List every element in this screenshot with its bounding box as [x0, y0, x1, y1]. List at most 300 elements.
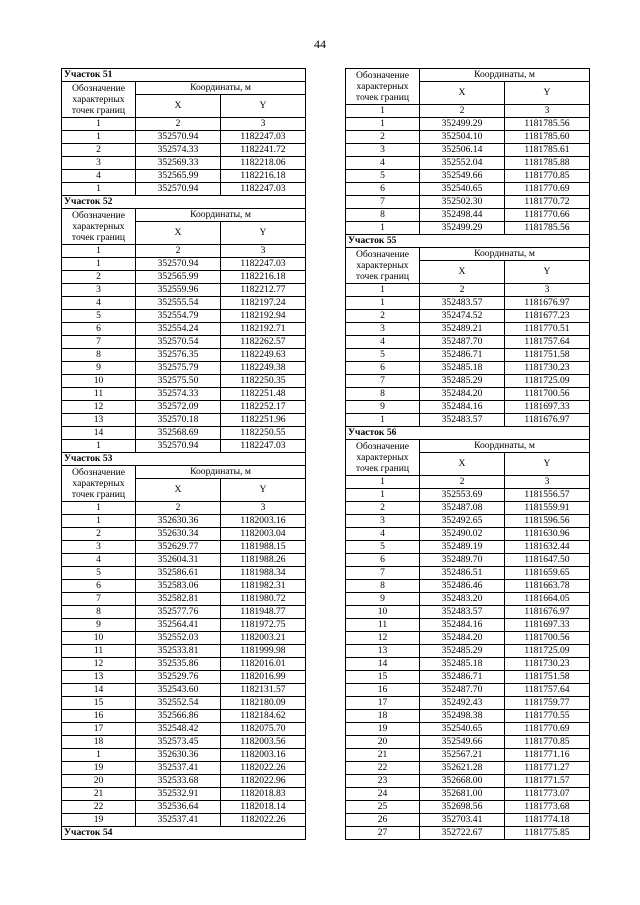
- y-coordinate-cell: 1182252.17: [221, 401, 306, 414]
- point-number-cell: 19: [346, 723, 420, 736]
- table-row: [346, 414, 590, 427]
- table-row: [346, 401, 590, 414]
- table-row: [62, 658, 306, 671]
- y-coordinate-cell: 1181785.56: [505, 118, 590, 131]
- table-row: [62, 349, 306, 362]
- designation-header: Обозначение характерных точек границ: [62, 82, 136, 118]
- table-row: [346, 801, 590, 814]
- point-number-cell: 2: [62, 271, 136, 284]
- point-number-cell: 5: [346, 349, 420, 362]
- point-number-cell: 1: [62, 131, 136, 144]
- x-coordinate-cell: 352552.03: [136, 632, 221, 645]
- table-row: [346, 375, 590, 388]
- point-number-cell: 3: [62, 157, 136, 170]
- y-coordinate-cell: 1181697.33: [505, 619, 590, 632]
- x-coordinate-cell: 352549.66: [420, 736, 505, 749]
- y-coordinate-cell: 1181775.85: [505, 827, 590, 840]
- right-coordinates-table: [345, 68, 590, 840]
- x-coordinate-cell: 352535.86: [136, 658, 221, 671]
- x-coordinate-cell: 352566.86: [136, 710, 221, 723]
- y-coordinate-cell: 1181770.55: [505, 710, 590, 723]
- table-row: [346, 336, 590, 349]
- section-title: Участок 51: [62, 69, 306, 82]
- x-coordinate-cell: 352553.69: [420, 489, 505, 502]
- point-number-cell: 26: [346, 814, 420, 827]
- table-row: [346, 183, 590, 196]
- column-number: 2: [136, 245, 221, 258]
- y-coordinate-cell: 1181751.58: [505, 671, 590, 684]
- header-row: [62, 209, 306, 222]
- designation-header: Обозначение характерных точек границ: [346, 248, 420, 284]
- point-number-cell: 8: [346, 209, 420, 222]
- column-number: 1: [62, 118, 136, 131]
- point-number-cell: 12: [62, 401, 136, 414]
- y-coordinate-cell: 1181676.97: [505, 297, 590, 310]
- y-coordinate-cell: 1181999.98: [221, 645, 306, 658]
- y-coordinate-cell: 1181770.85: [505, 736, 590, 749]
- point-number-cell: 20: [346, 736, 420, 749]
- x-coordinate-cell: 352565.99: [136, 170, 221, 183]
- table-row: [346, 502, 590, 515]
- y-coordinate-cell: 1181770.69: [505, 183, 590, 196]
- table-row: [62, 131, 306, 144]
- table-row: [62, 749, 306, 762]
- table-row: [62, 632, 306, 645]
- header-row: [62, 82, 306, 95]
- left-column: [61, 68, 305, 840]
- x-coordinate-cell: 352554.79: [136, 310, 221, 323]
- x-coordinate-cell: 352576.35: [136, 349, 221, 362]
- y-coordinate-cell: 1181988.15: [221, 541, 306, 554]
- y-coordinate-cell: 1182016.99: [221, 671, 306, 684]
- table-row: [62, 375, 306, 388]
- y-coordinate-cell: 1182131.57: [221, 684, 306, 697]
- table-row: [346, 827, 590, 840]
- x-coordinate-cell: 352572.09: [136, 401, 221, 414]
- y-coordinate-cell: 1182018.83: [221, 788, 306, 801]
- point-number-cell: 1: [346, 489, 420, 502]
- y-coordinate-cell: 1181771.27: [505, 762, 590, 775]
- table-row: [346, 814, 590, 827]
- y-coordinate-cell: 1181559.91: [505, 502, 590, 515]
- point-number-cell: 18: [62, 736, 136, 749]
- x-coordinate-cell: 352483.57: [420, 414, 505, 427]
- column-number: 2: [136, 502, 221, 515]
- x-coordinate-cell: 352485.18: [420, 658, 505, 671]
- y-coordinate-cell: 1182250.55: [221, 427, 306, 440]
- table-row: [62, 762, 306, 775]
- point-number-cell: 7: [346, 375, 420, 388]
- x-coordinate-cell: 352499.29: [420, 222, 505, 235]
- x-header: X: [420, 82, 505, 105]
- y-coordinate-cell: 1182251.48: [221, 388, 306, 401]
- y-coordinate-cell: 1181730.23: [505, 362, 590, 375]
- table-row: [346, 118, 590, 131]
- x-coordinate-cell: 352582.81: [136, 593, 221, 606]
- table-row: [346, 131, 590, 144]
- table-row: [346, 723, 590, 736]
- point-number-cell: 1: [346, 414, 420, 427]
- x-coordinate-cell: 352484.16: [420, 619, 505, 632]
- point-number-cell: 3: [346, 515, 420, 528]
- table-row: [346, 736, 590, 749]
- designation-header: Обозначение характерных точек границ: [346, 440, 420, 476]
- x-coordinate-cell: 352486.46: [420, 580, 505, 593]
- x-coordinate-cell: 352536.64: [136, 801, 221, 814]
- x-coordinate-cell: 352574.33: [136, 388, 221, 401]
- y-coordinate-cell: 1182212.77: [221, 284, 306, 297]
- point-number-cell: 1: [346, 222, 420, 235]
- point-number-cell: 3: [62, 284, 136, 297]
- table-row: [346, 222, 590, 235]
- x-coordinate-cell: 352698.56: [420, 801, 505, 814]
- point-number-cell: 1: [62, 749, 136, 762]
- table-row: [62, 297, 306, 310]
- y-coordinate-cell: 1181751.58: [505, 349, 590, 362]
- table-row: [346, 775, 590, 788]
- point-number-cell: 20: [62, 775, 136, 788]
- header-row: [346, 440, 590, 453]
- y-coordinate-cell: 1182197.24: [221, 297, 306, 310]
- page-number: 44: [314, 37, 326, 51]
- y-coordinate-cell: 1182262.57: [221, 336, 306, 349]
- table-row: [346, 606, 590, 619]
- y-coordinate-cell: 1181556.57: [505, 489, 590, 502]
- y-coordinate-cell: 1181663.78: [505, 580, 590, 593]
- point-number-cell: 13: [62, 671, 136, 684]
- section-title: Участок 53: [62, 453, 306, 466]
- x-coordinate-cell: 352577.76: [136, 606, 221, 619]
- section-title-row: [62, 453, 306, 466]
- x-coordinate-cell: 352532.91: [136, 788, 221, 801]
- x-coordinate-cell: 352485.29: [420, 645, 505, 658]
- column-number: 3: [505, 284, 590, 297]
- y-coordinate-cell: 1181757.64: [505, 684, 590, 697]
- x-coordinate-cell: 352489.21: [420, 323, 505, 336]
- table-row: [62, 336, 306, 349]
- y-coordinate-cell: 1181771.57: [505, 775, 590, 788]
- point-number-cell: 2: [62, 144, 136, 157]
- y-coordinate-cell: 1181596.56: [505, 515, 590, 528]
- y-coordinate-cell: 1181647.50: [505, 554, 590, 567]
- y-coordinate-cell: 1182192.94: [221, 310, 306, 323]
- y-coordinate-cell: 1182241.72: [221, 144, 306, 157]
- x-coordinate-cell: 352498.44: [420, 209, 505, 222]
- y-header: Y: [505, 453, 590, 476]
- x-coordinate-cell: 352506.14: [420, 144, 505, 157]
- x-coordinate-cell: 352570.94: [136, 440, 221, 453]
- column-number-row: [346, 105, 590, 118]
- y-coordinate-cell: 1181988.34: [221, 567, 306, 580]
- y-coordinate-cell: 1181659.65: [505, 567, 590, 580]
- point-number-cell: 3: [62, 541, 136, 554]
- point-number-cell: 7: [346, 196, 420, 209]
- point-number-cell: 24: [346, 788, 420, 801]
- section-title-row: [346, 427, 590, 440]
- point-number-cell: 6: [346, 362, 420, 375]
- point-number-cell: 21: [62, 788, 136, 801]
- table-row: [62, 775, 306, 788]
- x-coordinate-cell: 352604.31: [136, 554, 221, 567]
- table-row: [62, 723, 306, 736]
- table-row: [346, 580, 590, 593]
- y-coordinate-cell: 1182247.03: [221, 258, 306, 271]
- table-row: [62, 388, 306, 401]
- x-coordinate-cell: 352548.42: [136, 723, 221, 736]
- table-row: [62, 710, 306, 723]
- y-coordinate-cell: 1181771.16: [505, 749, 590, 762]
- column-number: 2: [420, 105, 505, 118]
- x-coordinate-cell: 352722.67: [420, 827, 505, 840]
- x-coordinate-cell: 352621.28: [420, 762, 505, 775]
- point-number-cell: 8: [346, 580, 420, 593]
- y-coordinate-cell: 1182247.03: [221, 131, 306, 144]
- point-number-cell: 11: [62, 388, 136, 401]
- x-coordinate-cell: 352484.20: [420, 632, 505, 645]
- column-number: 2: [420, 476, 505, 489]
- x-coordinate-cell: 352629.77: [136, 541, 221, 554]
- x-coordinate-cell: 352575.50: [136, 375, 221, 388]
- table-row: [346, 658, 590, 671]
- coordinates-header: Координаты, м: [136, 82, 306, 95]
- y-coordinate-cell: 1182180.09: [221, 697, 306, 710]
- column-number-row: [62, 502, 306, 515]
- y-coordinate-cell: 1182016.01: [221, 658, 306, 671]
- table-row: [346, 554, 590, 567]
- section-title-row: [346, 235, 590, 248]
- point-number-cell: 21: [346, 749, 420, 762]
- x-coordinate-cell: 352630.36: [136, 515, 221, 528]
- x-coordinate-cell: 352564.41: [136, 619, 221, 632]
- y-coordinate-cell: 1181774.18: [505, 814, 590, 827]
- column-number: 3: [221, 118, 306, 131]
- x-coordinate-cell: 352483.57: [420, 297, 505, 310]
- x-coordinate-cell: 352487.70: [420, 336, 505, 349]
- x-header: X: [420, 261, 505, 284]
- y-coordinate-cell: 1181785.60: [505, 131, 590, 144]
- y-coordinate-cell: 1181773.68: [505, 801, 590, 814]
- y-coordinate-cell: 1181676.97: [505, 606, 590, 619]
- point-number-cell: 1: [346, 118, 420, 131]
- table-row: [346, 209, 590, 222]
- point-number-cell: 13: [346, 645, 420, 658]
- point-number-cell: 4: [62, 554, 136, 567]
- x-coordinate-cell: 352529.76: [136, 671, 221, 684]
- y-coordinate-cell: 1181632.44: [505, 541, 590, 554]
- point-number-cell: 1: [62, 440, 136, 453]
- point-number-cell: 3: [346, 323, 420, 336]
- column-number: 1: [346, 476, 420, 489]
- x-coordinate-cell: 352559.96: [136, 284, 221, 297]
- table-row: [346, 323, 590, 336]
- table-row: [62, 593, 306, 606]
- y-coordinate-cell: 1181785.88: [505, 157, 590, 170]
- column-number: 3: [505, 105, 590, 118]
- y-header: Y: [221, 479, 306, 502]
- x-coordinate-cell: 352540.65: [420, 183, 505, 196]
- x-coordinate-cell: 352489.70: [420, 554, 505, 567]
- section-title: Участок 52: [62, 196, 306, 209]
- table-row: [62, 144, 306, 157]
- x-coordinate-cell: 352554.24: [136, 323, 221, 336]
- table-row: [62, 170, 306, 183]
- table-row: [62, 567, 306, 580]
- point-number-cell: 13: [62, 414, 136, 427]
- column-number: 1: [346, 105, 420, 118]
- y-coordinate-cell: 1181700.56: [505, 632, 590, 645]
- point-number-cell: 23: [346, 775, 420, 788]
- y-coordinate-cell: 1181773.07: [505, 788, 590, 801]
- y-coordinate-cell: 1182249.38: [221, 362, 306, 375]
- x-coordinate-cell: 352573.45: [136, 736, 221, 749]
- table-row: [346, 362, 590, 375]
- point-number-cell: 2: [62, 528, 136, 541]
- x-coordinate-cell: 352681.00: [420, 788, 505, 801]
- x-coordinate-cell: 352575.79: [136, 362, 221, 375]
- table-row: [62, 515, 306, 528]
- section-title-row: [62, 69, 306, 82]
- y-coordinate-cell: 1181982.31: [221, 580, 306, 593]
- column-number: 1: [62, 502, 136, 515]
- table-row: [62, 258, 306, 271]
- y-coordinate-cell: 1181770.51: [505, 323, 590, 336]
- left-coordinates-table: [61, 68, 306, 840]
- x-coordinate-cell: 352570.94: [136, 131, 221, 144]
- y-coordinate-cell: 1181988.26: [221, 554, 306, 567]
- table-row: [346, 619, 590, 632]
- point-number-cell: 12: [346, 632, 420, 645]
- y-coordinate-cell: 1182003.16: [221, 515, 306, 528]
- coordinates-header: Координаты, м: [420, 440, 590, 453]
- y-coordinate-cell: 1182251.96: [221, 414, 306, 427]
- designation-header: Обозначение характерных точек границ: [62, 466, 136, 502]
- table-row: [62, 671, 306, 684]
- coordinates-header: Координаты, м: [136, 209, 306, 222]
- x-coordinate-cell: 352543.60: [136, 684, 221, 697]
- table-row: [346, 388, 590, 401]
- x-coordinate-cell: 352483.20: [420, 593, 505, 606]
- x-coordinate-cell: 352552.54: [136, 697, 221, 710]
- x-coordinate-cell: 352630.34: [136, 528, 221, 541]
- table-row: [62, 528, 306, 541]
- point-number-cell: 12: [62, 658, 136, 671]
- column-number: 3: [221, 502, 306, 515]
- table-row: [346, 144, 590, 157]
- x-coordinate-cell: 352490.02: [420, 528, 505, 541]
- table-row: [346, 541, 590, 554]
- x-coordinate-cell: 352583.06: [136, 580, 221, 593]
- y-coordinate-cell: 1182018.14: [221, 801, 306, 814]
- table-row: [62, 440, 306, 453]
- table-row: [346, 671, 590, 684]
- header-row: [62, 466, 306, 479]
- table-row: [62, 284, 306, 297]
- table-row: [62, 580, 306, 593]
- point-number-cell: 8: [62, 606, 136, 619]
- column-number: 2: [420, 284, 505, 297]
- point-number-cell: 25: [346, 801, 420, 814]
- x-header: X: [136, 222, 221, 245]
- y-coordinate-cell: 1182003.56: [221, 736, 306, 749]
- y-coordinate-cell: 1182247.03: [221, 440, 306, 453]
- column-number-row: [62, 118, 306, 131]
- section-title: Участок 54: [62, 827, 306, 840]
- table-row: [346, 762, 590, 775]
- y-coordinate-cell: 1181700.56: [505, 388, 590, 401]
- point-number-cell: 11: [346, 619, 420, 632]
- y-coordinate-cell: 1181770.85: [505, 170, 590, 183]
- x-header: X: [136, 479, 221, 502]
- column-number: 1: [346, 284, 420, 297]
- table-row: [346, 515, 590, 528]
- x-coordinate-cell: 352485.29: [420, 375, 505, 388]
- y-coordinate-cell: 1181972.75: [221, 619, 306, 632]
- y-header: Y: [221, 222, 306, 245]
- table-row: [346, 349, 590, 362]
- column-number: 2: [136, 118, 221, 131]
- table-row: [346, 196, 590, 209]
- table-row: [62, 697, 306, 710]
- point-number-cell: 16: [346, 684, 420, 697]
- x-coordinate-cell: 352555.54: [136, 297, 221, 310]
- x-coordinate-cell: 352570.94: [136, 258, 221, 271]
- table-row: [346, 170, 590, 183]
- point-number-cell: 14: [62, 427, 136, 440]
- y-header: Y: [221, 95, 306, 118]
- x-coordinate-cell: 352540.65: [420, 723, 505, 736]
- point-number-cell: 5: [62, 310, 136, 323]
- y-coordinate-cell: 1181725.09: [505, 375, 590, 388]
- table-row: [62, 814, 306, 827]
- point-number-cell: 6: [346, 183, 420, 196]
- x-coordinate-cell: 352668.00: [420, 775, 505, 788]
- point-number-cell: 3: [346, 144, 420, 157]
- table-row: [346, 593, 590, 606]
- table-row: [346, 310, 590, 323]
- table-row: [62, 401, 306, 414]
- y-coordinate-cell: 1182216.18: [221, 271, 306, 284]
- x-coordinate-cell: 352485.18: [420, 362, 505, 375]
- header-row: [346, 248, 590, 261]
- y-coordinate-cell: 1181770.72: [505, 196, 590, 209]
- x-coordinate-cell: 352586.61: [136, 567, 221, 580]
- point-number-cell: 19: [62, 762, 136, 775]
- point-number-cell: 5: [62, 567, 136, 580]
- coordinates-header: Координаты, м: [136, 466, 306, 479]
- point-number-cell: 10: [346, 606, 420, 619]
- point-number-cell: 4: [346, 528, 420, 541]
- y-coordinate-cell: 1181980.72: [221, 593, 306, 606]
- y-coordinate-cell: 1181948.77: [221, 606, 306, 619]
- table-row: [62, 271, 306, 284]
- column-number: 1: [62, 245, 136, 258]
- table-row: [62, 541, 306, 554]
- table-row: [62, 310, 306, 323]
- point-number-cell: 9: [346, 593, 420, 606]
- y-coordinate-cell: 1182250.35: [221, 375, 306, 388]
- y-coordinate-cell: 1182218.06: [221, 157, 306, 170]
- y-coordinate-cell: 1181664.05: [505, 593, 590, 606]
- x-coordinate-cell: 352703.41: [420, 814, 505, 827]
- point-number-cell: 16: [62, 710, 136, 723]
- point-number-cell: 2: [346, 131, 420, 144]
- table-row: [62, 788, 306, 801]
- table-row: [346, 710, 590, 723]
- section-title: Участок 56: [346, 427, 590, 440]
- table-row: [62, 183, 306, 196]
- x-coordinate-cell: 352552.04: [420, 157, 505, 170]
- y-coordinate-cell: 1181770.66: [505, 209, 590, 222]
